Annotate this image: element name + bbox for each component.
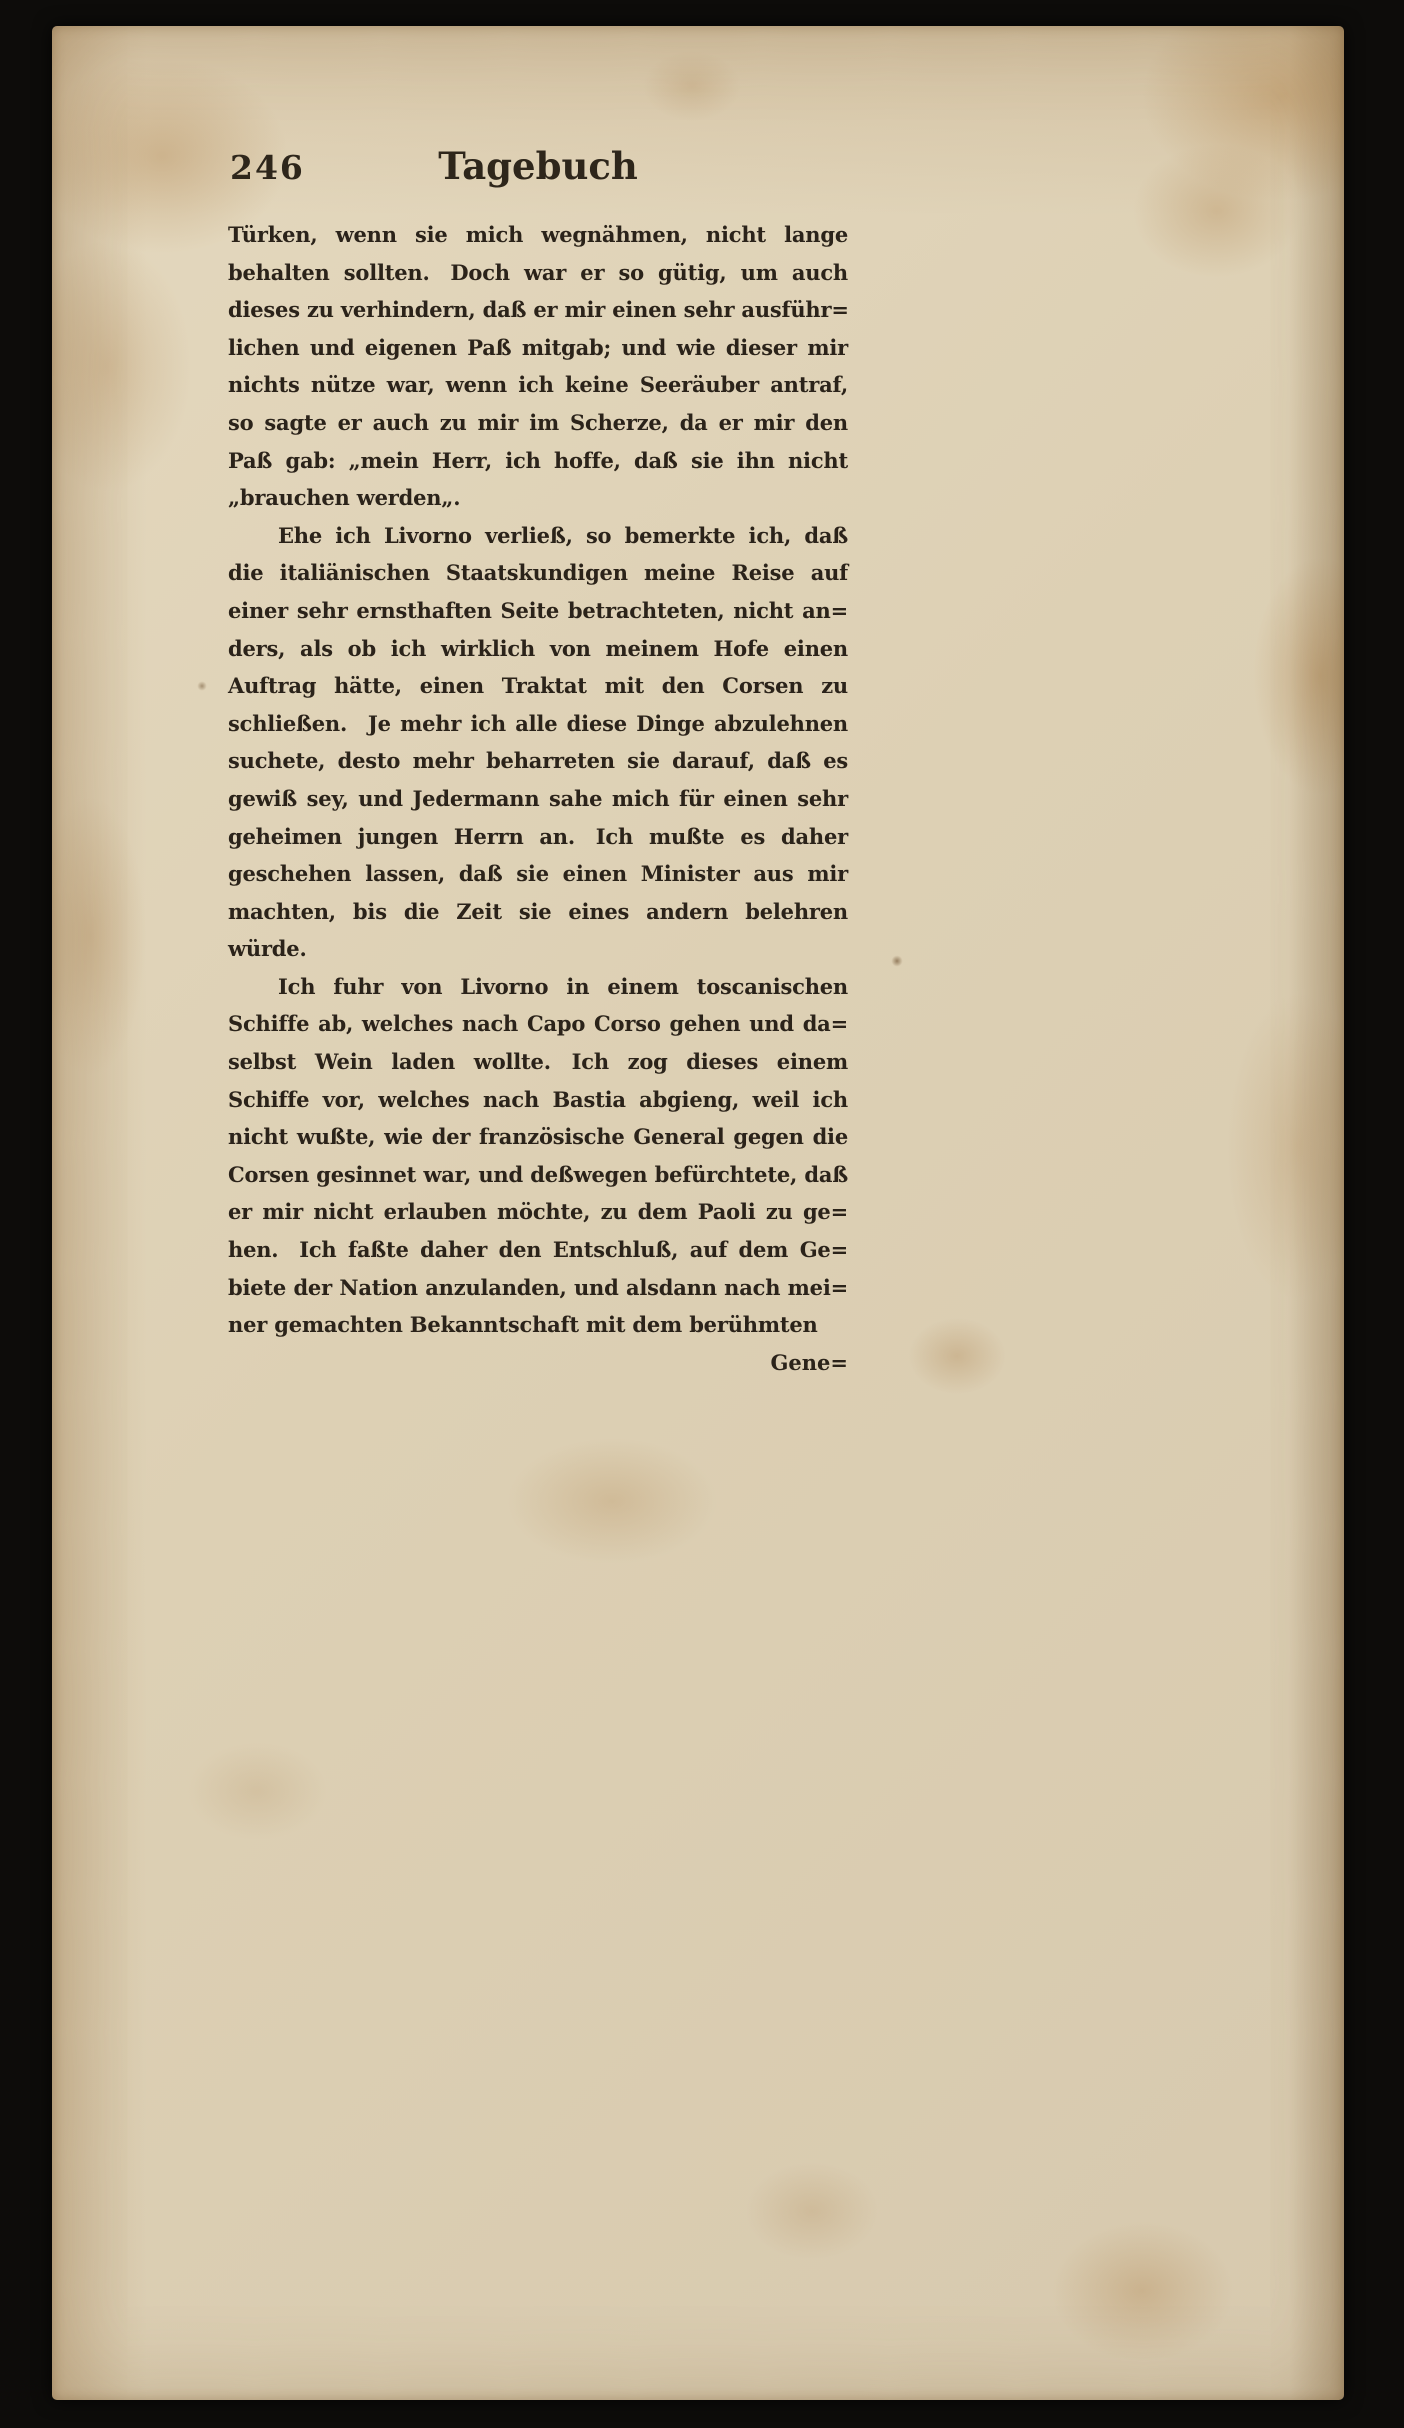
page-title: Tagebuch	[438, 144, 638, 188]
body-text	[228, 216, 848, 1344]
text-line: so sagte er auch zu mir im Scherze, da er mir den	[228, 409, 848, 435]
text-line: die italiänischen Staatskundigen meine Reise auf	[228, 560, 848, 586]
page-number: 246	[230, 148, 305, 187]
text-line: Corsen gesinnet war, und deßwegen befürchtete, daß	[228, 1161, 848, 1187]
text-line: einer sehr ernsthaften Seite betrachteten, nicht an=	[228, 597, 848, 623]
text-line: biete der Nation anzulanden, und alsdann nach mei=	[228, 1274, 848, 1300]
text-line: geheimen jungen Herrn an. Ich mußte es daher	[228, 823, 848, 849]
text-line: Ich fuhr von Livorno in einem toscanischen	[278, 973, 848, 999]
text-line: schließen. Je mehr ich alle diese Dinge abzulehnen	[228, 710, 848, 736]
text-line: nichts nütze war, wenn ich keine Seeräuber antraf,	[228, 372, 848, 398]
text-line: Türken, wenn sie mich wegnähmen, nicht lange	[228, 222, 848, 247]
text-line: suchete, desto mehr beharreten sie darauf, daß es	[228, 748, 848, 774]
text-line: würde.	[228, 936, 307, 962]
text-line: Auftrag hätte, einen Traktat mit den Corsen zu	[228, 673, 848, 699]
text-line: machten, bis die Zeit sie eines andern belehren	[228, 898, 848, 924]
text-line: Schiffe ab, welches nach Capo Corso gehen und da=	[228, 1011, 848, 1037]
text-line: selbst Wein laden wollte. Ich zog dieses einem	[228, 1049, 848, 1075]
text-line: ner gemachten Bekanntschaft mit dem berühmten	[228, 1312, 818, 1338]
book-page	[52, 26, 1344, 2400]
text-line: gewiß sey, und Jedermann sahe mich für einen sehr	[228, 785, 848, 811]
catchword: Gene=	[770, 1350, 848, 1375]
text-line: geschehen lassen, daß sie einen Minister aus mir	[228, 861, 848, 887]
text-line: Schiffe vor, welches nach Bastia abgieng, weil ich	[228, 1086, 848, 1112]
text-line: ders, als ob ich wirklich von meinem Hofe einen	[228, 635, 848, 661]
text-line: behalten sollten. Doch war er so gütig, um auch	[228, 259, 848, 285]
text-line: „brauchen werden„.	[228, 485, 461, 511]
text-line: er mir nicht erlauben möchte, zu dem Paoli zu ge=	[228, 1199, 848, 1225]
text-line: lichen und eigenen Paß mitgab; und wie dieser mir	[228, 334, 848, 360]
text-line: hen. Ich faßte daher den Entschluß, auf dem Ge=	[228, 1237, 848, 1263]
text-line: nicht wußte, wie der französische General gegen die	[228, 1124, 848, 1150]
page-header	[228, 144, 848, 194]
text-line: Ehe ich Livorno verließ, so bemerkte ich, daß	[278, 522, 848, 548]
text-line: dieses zu verhindern, daß er mir einen sehr ausführ=	[228, 297, 849, 323]
text-line: Paß gab: „mein Herr, ich hoffe, daß sie ihn nicht	[228, 447, 848, 473]
